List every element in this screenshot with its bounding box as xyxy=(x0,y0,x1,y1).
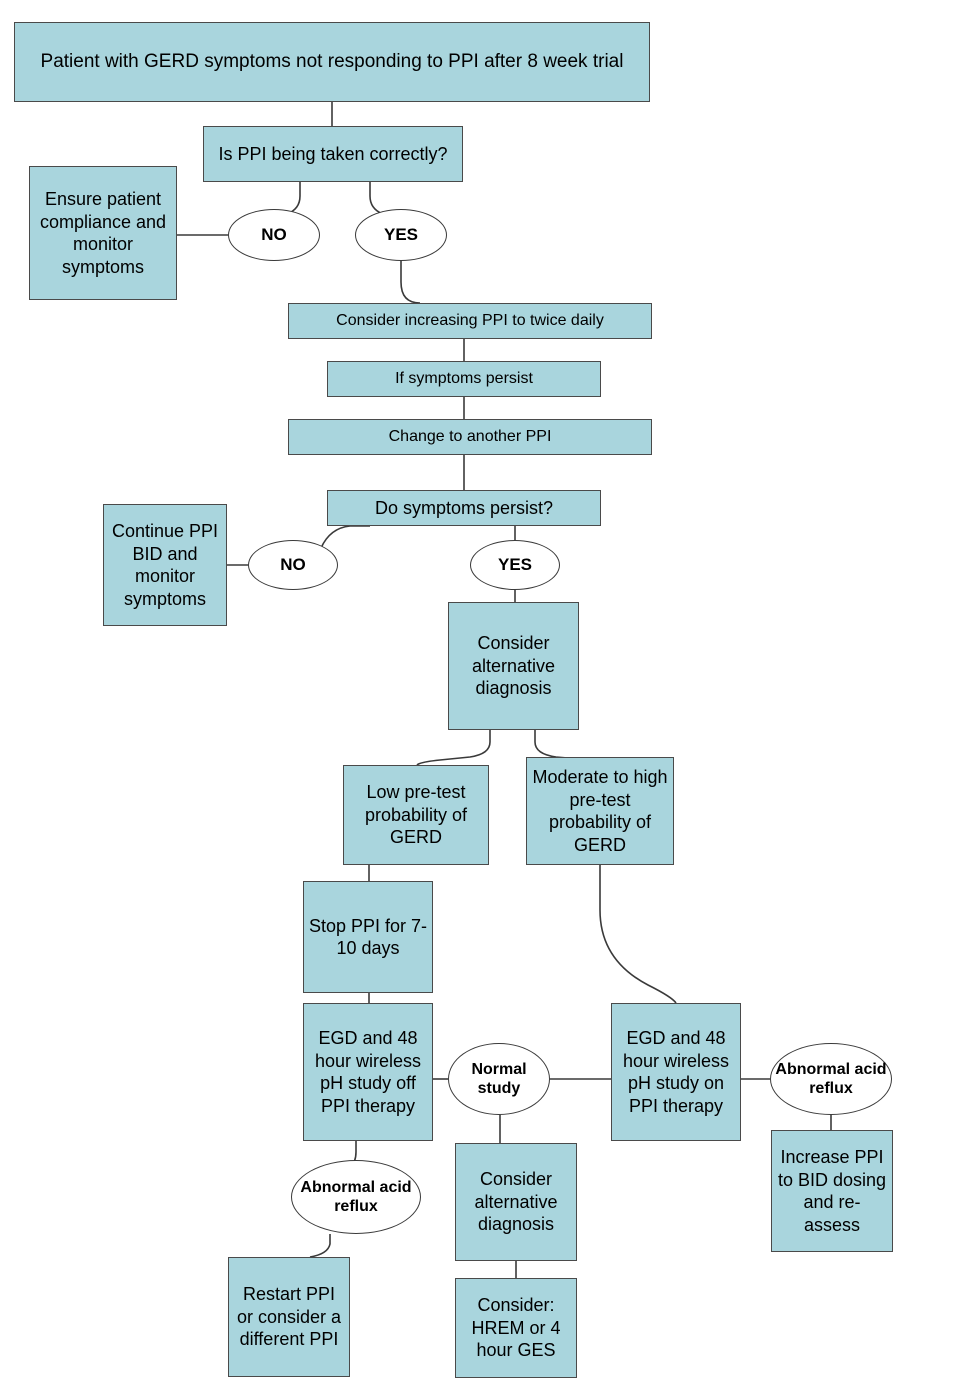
decision-normal-study xyxy=(448,1043,550,1115)
decision-label: NO xyxy=(280,554,306,574)
decision-label: Normal study xyxy=(471,1060,527,1097)
node-label: If symptoms persist xyxy=(395,370,533,387)
decision-no-1 xyxy=(228,209,320,261)
node-consider-alternative-diagnosis-2 xyxy=(455,1143,577,1261)
decision-label: NO xyxy=(261,224,287,244)
decision-no-2 xyxy=(248,540,338,590)
node-label: EGD and 48 hour wireless pH study on PPI therapy xyxy=(622,1028,730,1116)
node-label: Change to another PPI xyxy=(388,428,552,445)
node-low-pretest-probability xyxy=(343,765,489,865)
node-label: Moderate to high pre-test probability of GERD xyxy=(532,767,668,855)
node-label: Patient with GERD symptoms not responding to PPI after 8 week trial xyxy=(40,51,624,73)
node-label: Restart PPI or consider a different PPI xyxy=(236,1284,342,1350)
node-label: Is PPI being taken correctly? xyxy=(218,143,448,164)
decision-yes-1 xyxy=(355,209,447,261)
node-increase-ppi-bid-reassess xyxy=(771,1130,893,1252)
node-label: Low pre-test probability of GERD xyxy=(364,782,468,848)
decision-label: YES xyxy=(383,224,419,244)
decision-abnormal-acid-reflux-left xyxy=(291,1160,421,1234)
node-label: Increase PPI to BID dosing and re-assess xyxy=(777,1147,887,1235)
decision-yes-2 xyxy=(470,540,560,590)
decision-abnormal-acid-reflux-right xyxy=(770,1043,892,1115)
node-if-symptoms-persist xyxy=(327,361,601,397)
node-label: Ensure patient compliance and monitor symptoms xyxy=(39,189,167,277)
node-label: Consider increasing PPI to twice daily xyxy=(336,312,604,329)
node-moderate-high-pretest-probability xyxy=(526,757,674,865)
decision-label: Abnormal acid reflux xyxy=(775,1060,887,1097)
decision-label: YES xyxy=(497,554,533,574)
node-label: Consider alternative diagnosis xyxy=(471,633,556,699)
node-consider-alternative-diagnosis-1 xyxy=(448,602,579,730)
node-stop-ppi-7-10-days xyxy=(303,881,433,993)
node-label: Do symptoms persist? xyxy=(374,497,554,518)
node-restart-ppi-or-different-ppi xyxy=(228,1257,350,1377)
node-do-symptoms-persist xyxy=(327,490,601,526)
node-consider-hrem-or-ges xyxy=(455,1278,577,1378)
node-egd-ph-study-off-ppi xyxy=(303,1003,433,1141)
decision-label: Abnormal acid reflux xyxy=(300,1178,412,1215)
node-start xyxy=(14,22,650,102)
node-change-to-another-ppi xyxy=(288,419,652,455)
node-continue-ppi-bid xyxy=(103,504,227,626)
node-ensure-compliance xyxy=(29,166,177,300)
node-label: EGD and 48 hour wireless pH study off PPI therapy xyxy=(314,1028,422,1116)
node-label: Continue PPI BID and monitor symptoms xyxy=(111,521,219,609)
node-label: Consider: HREM or 4 hour GES xyxy=(471,1295,561,1361)
node-label: Consider alternative diagnosis xyxy=(474,1169,558,1235)
node-label: Stop PPI for 7-10 days xyxy=(308,915,428,958)
node-egd-ph-study-on-ppi xyxy=(611,1003,741,1141)
node-increase-ppi-twice-daily xyxy=(288,303,652,339)
node-is-ppi-taken-correctly xyxy=(203,126,463,182)
